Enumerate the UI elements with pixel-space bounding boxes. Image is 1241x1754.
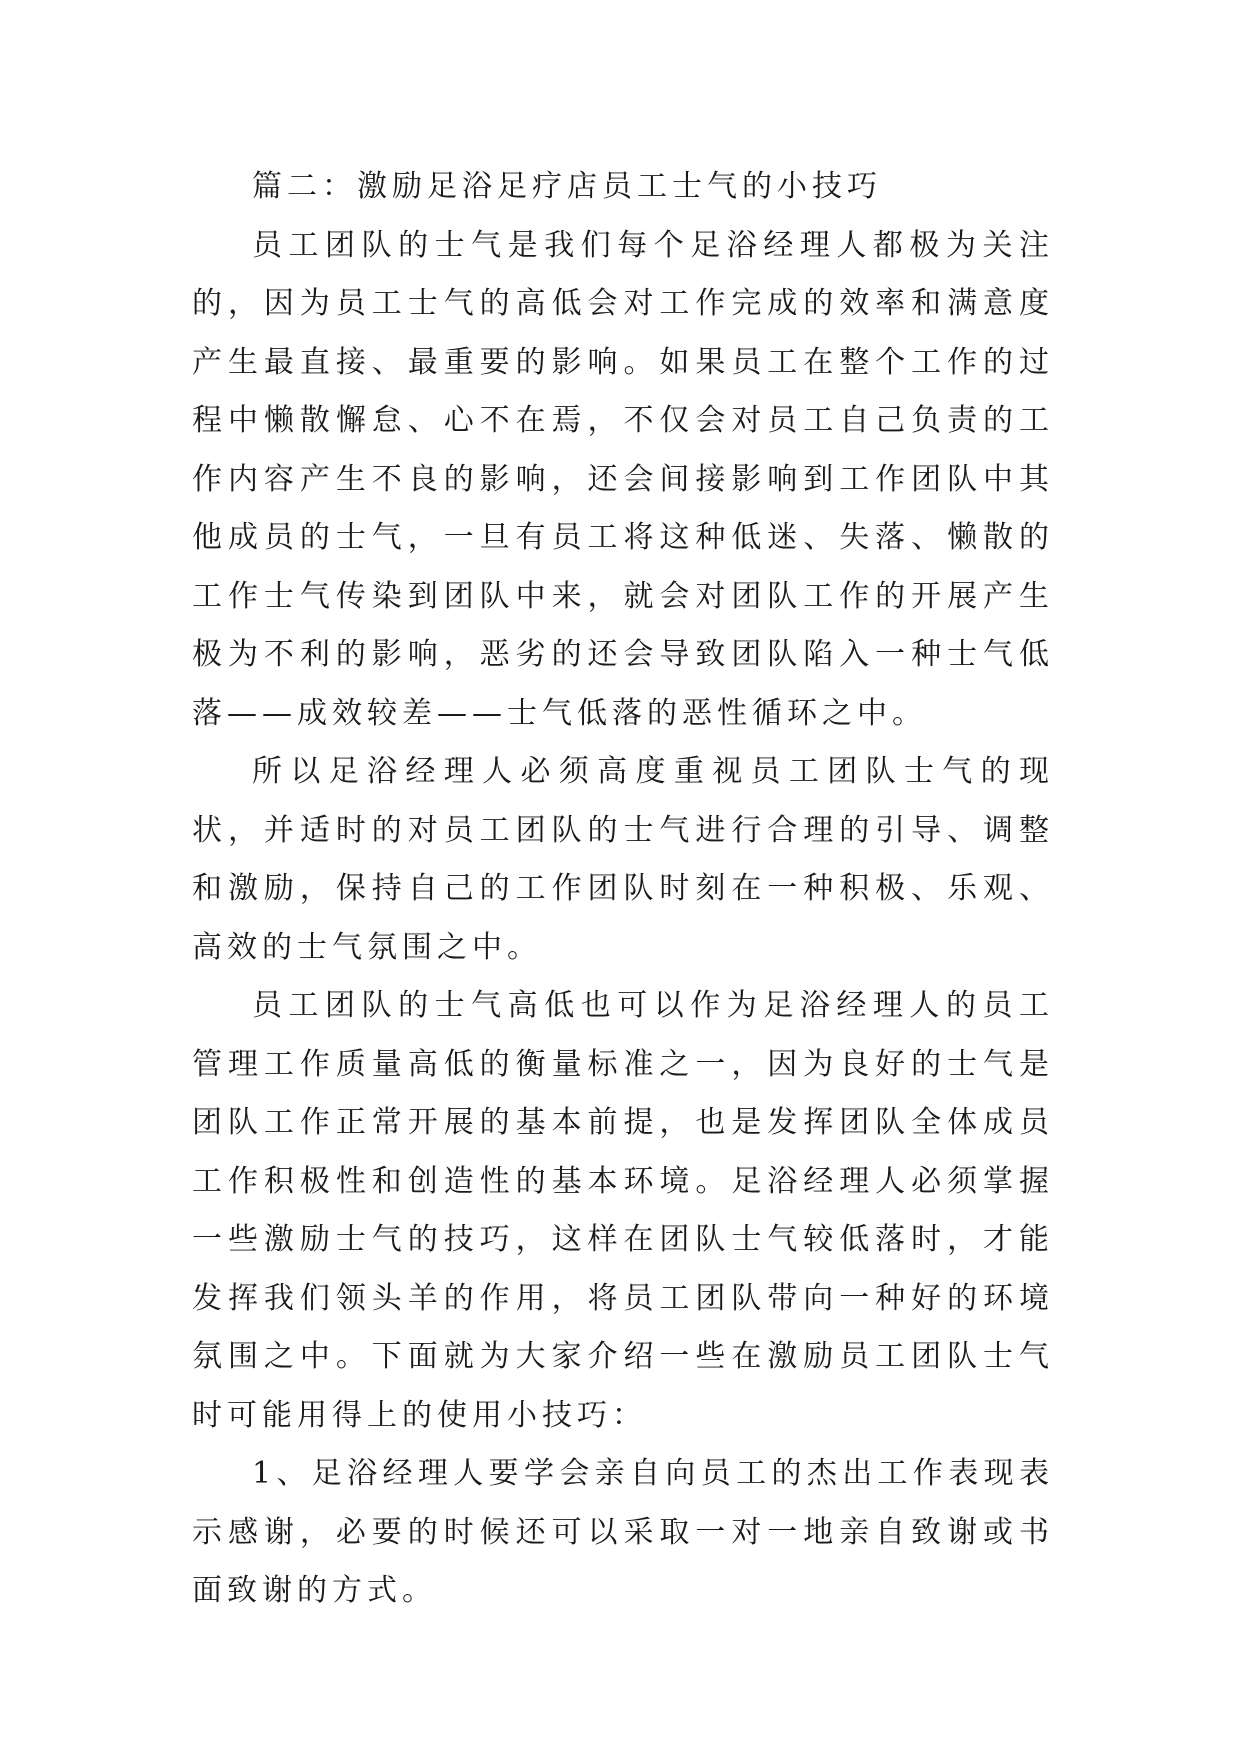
paragraph-team-morale: 员工团队的士气是我们每个足浴经理人都极为关注的，因为员工士气的高低会对工作完成的效率和满意度产生最直接、最重要的影响。如果员工在整个工作的过程中懒散懈怠、心不在焉，不仅会对员工自己负责的工作内容产生不良的影响，还会间接影响到工作团队中其他成员的士气，一旦有员工将这种低迷、失落、懒散的工作士气传染到团队中来，就会对团队工作的开展产生极为不利的影响，恶劣的还会导致团队陷入一种士气低落——成效较差——士气低落的恶性循环之中。 xyxy=(192,227,1054,731)
paragraph-tip-1: 1、足浴经理人要学会亲自向员工的杰出工作表现表示感谢，必要的时候还可以采取一对一地亲自致谢或书面致谢的方式。 xyxy=(192,1456,1054,1608)
paragraph-morale-standard: 员工团队的士气高低也可以作为足浴经理人的员工管理工作质量高低的衡量标准之一，因为良好的士气是团队工作正常开展的基本前提，也是发挥团队全体成员工作积极性和创造性的基本环境。足浴经理人必须掌握一些激励士气的技巧，这样在团队士气较低落时，才能发挥我们领头羊的作用，将员工团队带向一种好的环境氛围之中。下面就为大家介绍一些在激励员工团队士气时可能用得上的使用小技巧： xyxy=(192,988,1054,1433)
document-title: 篇二：激励足浴足疗店员工士气的小技巧 xyxy=(252,169,882,204)
document-body xyxy=(192,158,1054,1621)
paragraph-attention-morale: 所以足浴经理人必须高度重视员工团队士气的现状，并适时的对员工团队的士气进行合理的引导、调整和激励，保持自己的工作团队时刻在一种积极、乐观、高效的士气氛围之中。 xyxy=(192,754,1054,965)
